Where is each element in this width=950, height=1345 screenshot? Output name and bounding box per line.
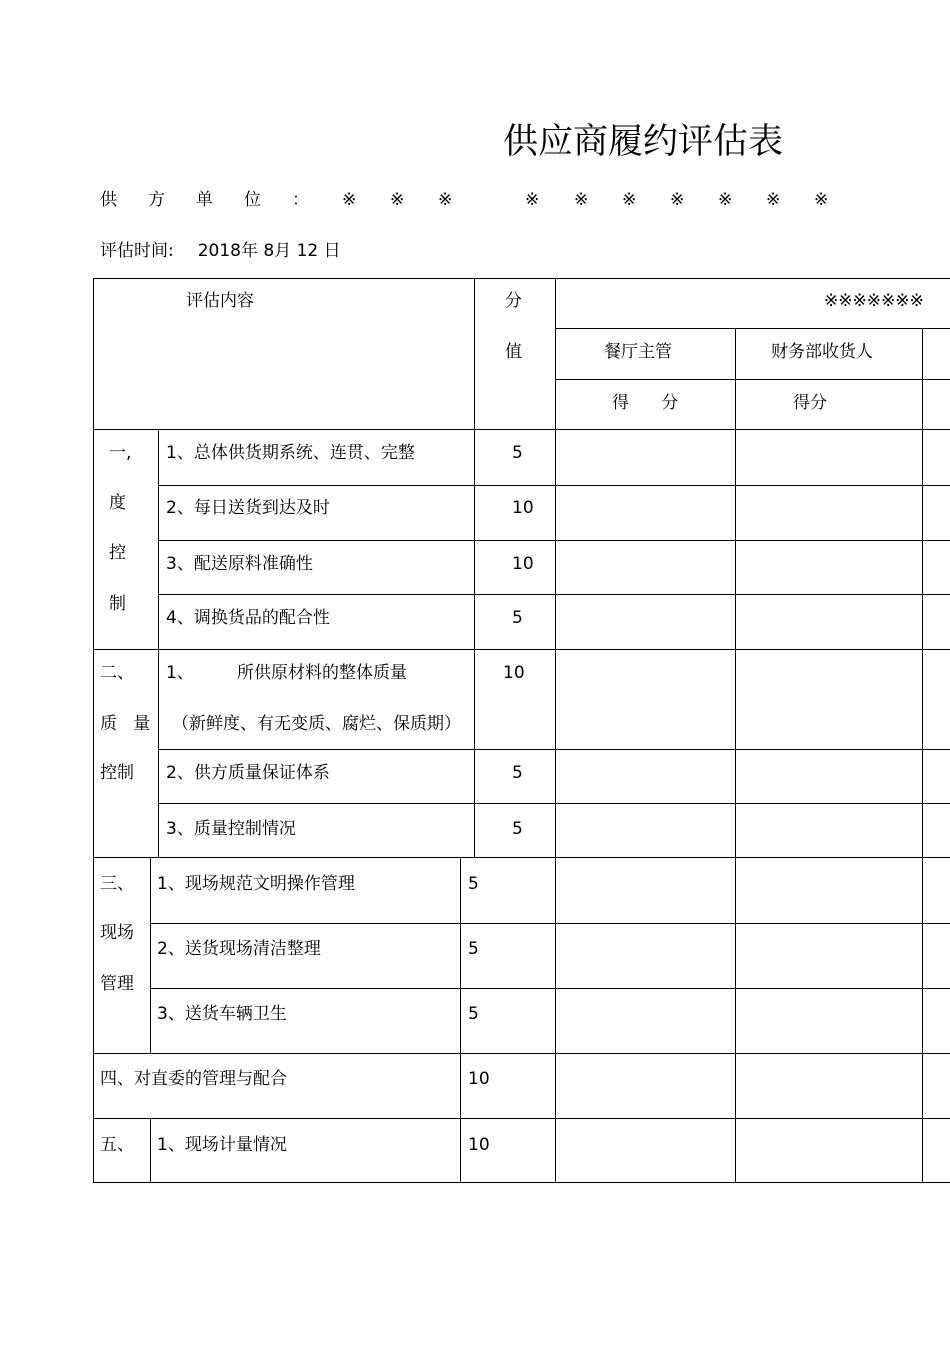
item-score: 5 bbox=[468, 1004, 479, 1024]
item-score: 5 bbox=[512, 443, 523, 463]
supplier-value-mark: ※ bbox=[718, 190, 733, 210]
category-label: 控制 bbox=[100, 763, 134, 783]
category-label: 度 bbox=[109, 493, 126, 513]
item-text: 3、配送原料准确性 bbox=[166, 554, 313, 574]
category-label: 四、对直委的管理与配合 bbox=[100, 1069, 287, 1089]
supplier-label-char: 方 bbox=[148, 190, 165, 210]
table-line bbox=[555, 328, 950, 329]
supplier-value-mark: ※ bbox=[574, 190, 589, 210]
table-line bbox=[158, 485, 950, 486]
table-line bbox=[93, 1118, 950, 1119]
item-text: 1、总体供货期系统、连贯、完整 bbox=[166, 443, 415, 463]
item-text: 1、现场计量情况 bbox=[157, 1135, 287, 1155]
table-line bbox=[735, 328, 736, 1183]
table-line bbox=[555, 278, 556, 1183]
supplier-value-mark: ※ bbox=[438, 190, 453, 210]
item-score: 5 bbox=[512, 763, 523, 783]
table-line bbox=[158, 749, 950, 750]
header-score-value: 值 bbox=[505, 342, 522, 362]
header-content: 评估内容 bbox=[186, 291, 254, 311]
table-line bbox=[474, 278, 475, 858]
header-score-value: 分 bbox=[505, 291, 522, 311]
header-evaluator: 餐厅主管 bbox=[604, 342, 672, 362]
item-text: 1、现场规范文明操作管理 bbox=[157, 874, 355, 894]
table-line bbox=[150, 988, 950, 989]
header-score-label: 得分 bbox=[793, 393, 827, 413]
supplier-value-mark: ※ bbox=[525, 190, 540, 210]
page-title: 供应商履约评估表 bbox=[503, 122, 784, 162]
category-label: 制 bbox=[109, 594, 126, 614]
supplier-value-mark: ※ bbox=[622, 190, 637, 210]
table-line bbox=[158, 803, 950, 804]
category-label: 质 量 bbox=[100, 714, 151, 734]
item-text: 2、每日送货到达及时 bbox=[166, 498, 330, 518]
category-label: 管理 bbox=[100, 974, 134, 994]
item-text-detail: （新鲜度、有无变质、腐烂、保质期） bbox=[172, 714, 461, 734]
supplier-label-char: 单 bbox=[196, 190, 213, 210]
item-score: 5 bbox=[512, 608, 523, 628]
table-line bbox=[93, 278, 950, 279]
table-line bbox=[93, 1053, 950, 1054]
category-label: 五、 bbox=[100, 1135, 134, 1155]
supplier-value-mark: ※ bbox=[670, 190, 685, 210]
table-line bbox=[158, 540, 950, 541]
table-line bbox=[158, 594, 950, 595]
item-text: 3、质量控制情况 bbox=[166, 819, 296, 839]
supplier-value-mark: ※ bbox=[766, 190, 781, 210]
table-line bbox=[93, 429, 950, 430]
table-line bbox=[93, 1182, 950, 1183]
category-label: 一, bbox=[109, 443, 132, 463]
header-score-label: 得 分 bbox=[612, 393, 679, 413]
item-score: 10 bbox=[512, 554, 534, 574]
item-text: 1、 所供原材料的整体质量 bbox=[166, 663, 408, 683]
category-label: 三、 bbox=[100, 874, 134, 894]
header-evaluator: 财务部收货人 bbox=[771, 342, 873, 362]
table-line bbox=[150, 857, 151, 1054]
category-label: 控 bbox=[109, 543, 126, 563]
category-label: 现场 bbox=[100, 923, 134, 943]
table-line bbox=[150, 1118, 151, 1183]
supplier-line bbox=[0, 187, 950, 213]
supplier-value-mark: ※ bbox=[814, 190, 829, 210]
item-text: 2、供方质量保证体系 bbox=[166, 763, 330, 783]
table-line bbox=[150, 923, 950, 924]
item-text: 3、送货车辆卫生 bbox=[157, 1004, 287, 1024]
table-line bbox=[93, 278, 94, 1183]
supplier-label-char: 位 bbox=[244, 190, 261, 210]
category-label: 二、 bbox=[100, 663, 134, 683]
supplier-value-mark: ※ bbox=[342, 190, 357, 210]
supplier-label-char: 供 bbox=[100, 190, 117, 210]
supplier-label-char: ： bbox=[292, 190, 309, 210]
item-text: 2、送货现场清洁整理 bbox=[157, 939, 321, 959]
table-line bbox=[460, 857, 461, 1183]
item-score: 5 bbox=[468, 939, 479, 959]
item-text: 4、调换货品的配合性 bbox=[166, 608, 330, 628]
table-line bbox=[93, 649, 950, 650]
item-score: 10 bbox=[468, 1135, 490, 1155]
item-score: 10 bbox=[503, 663, 525, 683]
item-score: 5 bbox=[512, 819, 523, 839]
item-score: 5 bbox=[468, 874, 479, 894]
table-line bbox=[555, 379, 950, 380]
item-score: 10 bbox=[468, 1069, 490, 1089]
item-score: 10 bbox=[512, 498, 534, 518]
supplier-value-mark: ※ bbox=[390, 190, 405, 210]
table-line bbox=[158, 429, 159, 858]
header-evaluator-group: ※※※※※※※ bbox=[824, 291, 924, 311]
table-line bbox=[93, 857, 950, 858]
eval-time-date: 2018年 8月 12 日 bbox=[197, 241, 341, 261]
table-line bbox=[922, 328, 923, 1183]
eval-time-label: 评估时间: bbox=[100, 241, 174, 261]
eval-time bbox=[100, 238, 341, 264]
